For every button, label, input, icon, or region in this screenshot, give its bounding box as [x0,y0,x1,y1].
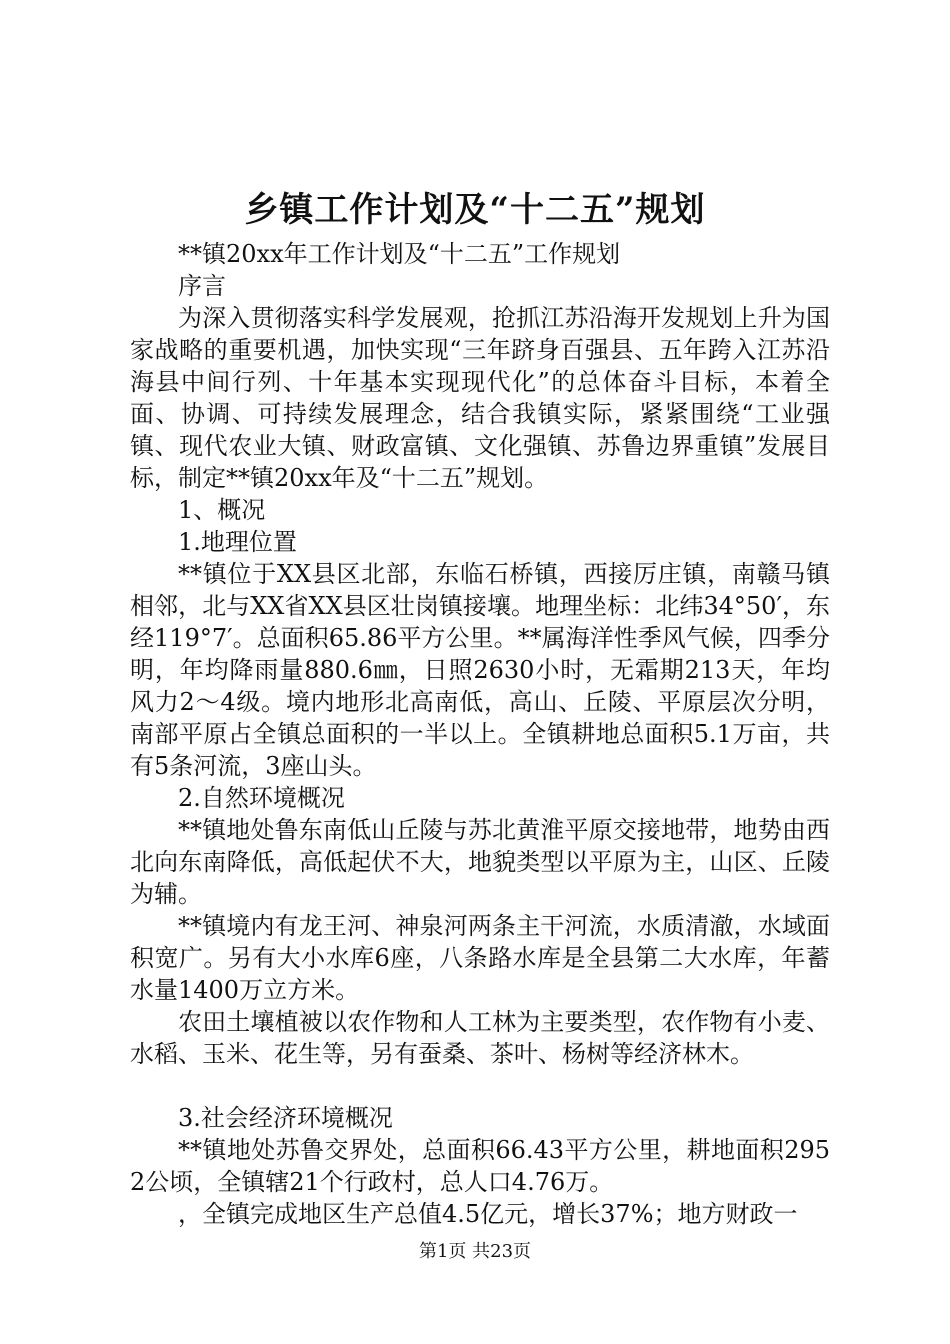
page-footer: 第1页 共23页 [418,1241,532,1262]
body-paragraph: **镇境内有龙王河、神泉河两条主干河流，水质清澈，水域面积宽广。另有大小水库6座，八条路水库是全县第二大水库，年蓄水量1400万立方米。 [130,912,830,1004]
body-paragraph: 为深入贯彻落实科学发展观，抢抓江苏沿海开发规划上升为国家战略的重要机遇，加快实现“三年跻身百强县、五年跨入江苏沿海县中间行列、十年基本实现现代化”的总体奋斗目标，本着全面、协调、可持续发展理念，结合我镇实际，紧紧围绕“工业强镇、现代农业大镇、财政富镇、文化强镇、苏鲁边界重镇”发展目标，制定**镇20xx年及“十二五”规划。 [130,304,830,492]
body-paragraph: ，全镇完成地区生产总值4.5亿元，增长37%；地方财政一 [178,1200,798,1228]
section-heading-preface: 序言 [178,272,226,300]
body-paragraph: 农田土壤植被以农作物和人工林为主要类型，农作物有小麦、水稻、玉米、花生等，另有蚕桑、茶叶、杨树等经济林木。 [130,1008,830,1068]
subsection-heading-location: 1.地理位置 [178,528,297,556]
subsection-heading-economy: 3.社会经济环境概况 [178,1104,393,1132]
body-paragraph: **镇位于XX县区北部，东临石桥镇，西接厉庄镇，南赣马镇相邻，北与XX省XX县区壮岗镇接壤。地理坐标：北纬34°50′，东经119°7′。总面积65.86平方公里。**属海洋性季风气候，四季分明，年均降雨量880.6㎜，日照2630小时，无霜期213天，年均风力2～4级。境内地形北高南低，高山、丘陵、平原层次分明，南部平原占全镇总面积的一半以上。全镇耕地总面积5.1万亩，共有5条河流，3座山头。 [130,560,830,780]
blank-line [130,1070,830,1102]
document-title: 乡镇工作计划及“十二五”规划 [244,190,706,230]
body-paragraph: **镇地处鲁东南低山丘陵与苏北黄淮平原交接地带，地势由西北向东南降低，高低起伏不大，地貌类型以平原为主，山区、丘陵为辅。 [130,816,830,908]
subsection-heading-environment: 2.自然环境概况 [178,784,345,812]
section-heading-overview: 1、概况 [178,496,266,524]
body-paragraph: **镇地处苏鲁交界处，总面积66.43平方公里，耕地面积2952公顷，全镇辖21个行政村，总人口4.76万。 [130,1136,830,1196]
document-body [130,238,830,1230]
document-subtitle: **镇20xx年工作计划及“十二五”工作规划 [178,240,621,268]
